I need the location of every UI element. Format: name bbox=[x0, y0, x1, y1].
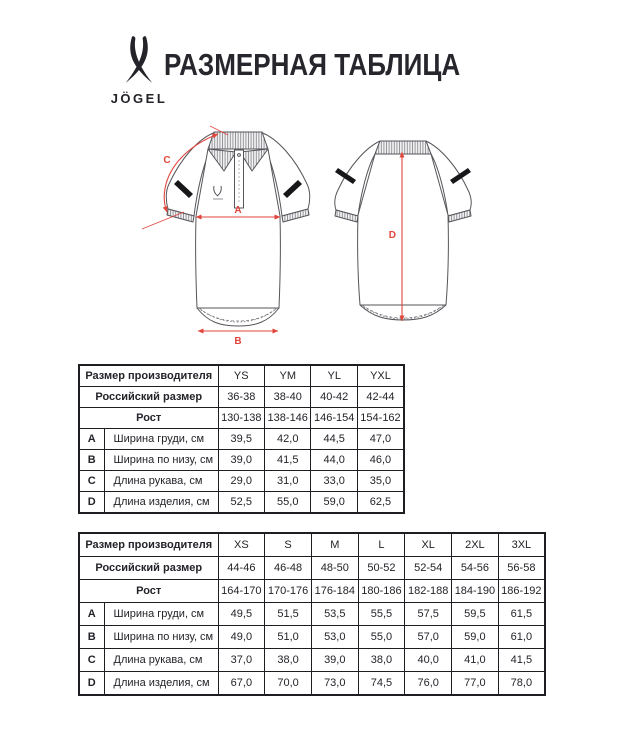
measure-key: D bbox=[79, 492, 104, 514]
measure-label: Ширина груди, см bbox=[104, 429, 218, 450]
size-header-cell: 38-40 bbox=[265, 387, 311, 408]
measure-value: 57,5 bbox=[405, 603, 452, 626]
back-collar-band bbox=[375, 141, 431, 154]
size-header-cell: 184-190 bbox=[452, 580, 499, 603]
size-header-cell: 176-184 bbox=[311, 580, 358, 603]
size-header-cell: 36-38 bbox=[218, 387, 264, 408]
row-label: Рост bbox=[79, 580, 218, 603]
size-header-cell: 46-48 bbox=[265, 557, 312, 580]
measure-value: 51,0 bbox=[265, 626, 312, 649]
measure-value: 47,0 bbox=[357, 429, 404, 450]
measure-value: 59,5 bbox=[452, 603, 499, 626]
polo-back-diagram bbox=[328, 128, 488, 343]
size-header-cell: YXL bbox=[357, 365, 404, 387]
measure-value: 55,0 bbox=[358, 626, 405, 649]
measure-key: B bbox=[79, 626, 104, 649]
measure-value: 49,0 bbox=[218, 626, 265, 649]
measure-row bbox=[79, 492, 404, 514]
table-header-row bbox=[79, 580, 545, 603]
size-header-cell: YL bbox=[311, 365, 357, 387]
measure-row bbox=[79, 649, 545, 672]
measure-value: 41,5 bbox=[265, 450, 311, 471]
measure-value: 52,5 bbox=[218, 492, 264, 514]
measure-value: 74,5 bbox=[358, 672, 405, 696]
size-header-cell: 180-186 bbox=[358, 580, 405, 603]
measure-value: 39,5 bbox=[218, 429, 264, 450]
front-placket bbox=[235, 150, 244, 208]
size-header-cell: 2XL bbox=[452, 533, 499, 557]
measure-value: 73,0 bbox=[311, 672, 358, 696]
measure-value: 42,0 bbox=[265, 429, 311, 450]
size-header-cell: XS bbox=[218, 533, 265, 557]
measure-value: 41,0 bbox=[452, 649, 499, 672]
measure-value: 46,0 bbox=[357, 450, 404, 471]
front-button bbox=[238, 154, 241, 157]
measure-value: 51,5 bbox=[265, 603, 312, 626]
measure-label: Ширина по низу, см bbox=[104, 450, 218, 471]
measure-value: 59,0 bbox=[311, 492, 357, 514]
size-header-cell: 40-42 bbox=[311, 387, 357, 408]
measure-label-d: D bbox=[388, 230, 396, 241]
measure-label: Ширина груди, см bbox=[104, 603, 218, 626]
measure-key: B bbox=[79, 450, 104, 471]
size-header-cell: 170-176 bbox=[265, 580, 312, 603]
table-header-row bbox=[79, 365, 404, 387]
size-header-cell: 42-44 bbox=[357, 387, 404, 408]
measure-value: 38,0 bbox=[265, 649, 312, 672]
row-label: Рост bbox=[79, 408, 218, 429]
measure-label: Длина изделия, см bbox=[104, 672, 218, 696]
measure-value: 55,5 bbox=[358, 603, 405, 626]
back-hem-curve bbox=[360, 305, 446, 320]
measure-value: 61,0 bbox=[498, 626, 545, 649]
measure-key: C bbox=[79, 649, 104, 672]
measure-label-a: A bbox=[234, 205, 242, 216]
measure-label-c: C bbox=[163, 155, 171, 166]
measure-value: 33,0 bbox=[311, 471, 357, 492]
back-hem-stitching bbox=[362, 305, 444, 319]
measure-row bbox=[79, 626, 545, 649]
measure-value: 38,0 bbox=[358, 649, 405, 672]
size-header-cell: 186-192 bbox=[498, 580, 545, 603]
table-header-row bbox=[79, 387, 404, 408]
measure-value: 61,5 bbox=[498, 603, 545, 626]
measure-value: 70,0 bbox=[265, 672, 312, 696]
measure-value: 37,0 bbox=[218, 649, 265, 672]
measure-value: 53,5 bbox=[311, 603, 358, 626]
back-torso bbox=[358, 154, 449, 305]
measure-label-b: B bbox=[234, 336, 242, 347]
measure-value: 31,0 bbox=[265, 471, 311, 492]
measure-value: 67,0 bbox=[218, 672, 265, 696]
measure-value: 40,0 bbox=[405, 649, 452, 672]
size-header-cell: 50-52 bbox=[358, 557, 405, 580]
measure-value: 39,0 bbox=[218, 450, 264, 471]
jogel-wordmark: JÖGEL bbox=[110, 91, 168, 106]
measure-c-bottom-tick bbox=[142, 212, 184, 229]
measure-value: 77,0 bbox=[452, 672, 499, 696]
measure-row bbox=[79, 672, 545, 696]
size-header-cell: 138-146 bbox=[265, 408, 311, 429]
size-table-adult bbox=[78, 532, 546, 696]
size-header-cell: 44-46 bbox=[218, 557, 265, 580]
measure-row bbox=[79, 471, 404, 492]
measure-value: 44,5 bbox=[311, 429, 357, 450]
measure-value: 53,0 bbox=[311, 626, 358, 649]
size-table-youth bbox=[78, 364, 405, 514]
page-title: РАЗМЕРНАЯ ТАБЛИЦА bbox=[164, 47, 461, 82]
measure-value: 55,0 bbox=[265, 492, 311, 514]
size-header-cell: 146-154 bbox=[311, 408, 357, 429]
measure-value: 49,5 bbox=[218, 603, 265, 626]
size-header-cell: S bbox=[265, 533, 312, 557]
size-header-cell: 182-188 bbox=[405, 580, 452, 603]
row-label: Российский размер bbox=[79, 387, 218, 408]
measure-value: 76,0 bbox=[405, 672, 452, 696]
jogel-logo-icon bbox=[115, 36, 163, 90]
measure-row bbox=[79, 603, 545, 626]
row-label: Размер производителя bbox=[79, 365, 218, 387]
table-header-row bbox=[79, 533, 545, 557]
measure-row bbox=[79, 429, 404, 450]
size-header-cell: XL bbox=[405, 533, 452, 557]
measure-key: C bbox=[79, 471, 104, 492]
measure-label: Ширина по низу, см bbox=[104, 626, 218, 649]
measure-label: Длина изделия, см bbox=[104, 492, 218, 514]
measure-value: 57,0 bbox=[405, 626, 452, 649]
front-hem-curve bbox=[197, 308, 279, 326]
polo-front-diagram bbox=[138, 122, 338, 357]
measure-value: 59,0 bbox=[452, 626, 499, 649]
size-header-cell: 56-58 bbox=[498, 557, 545, 580]
table-header-row bbox=[79, 408, 404, 429]
measure-label: Длина рукава, см bbox=[104, 471, 218, 492]
measure-key: A bbox=[79, 603, 104, 626]
measure-value: 39,0 bbox=[311, 649, 358, 672]
measure-value: 41,5 bbox=[498, 649, 545, 672]
size-header-cell: 130-138 bbox=[218, 408, 264, 429]
row-label: Российский размер bbox=[79, 557, 218, 580]
measure-value: 44,0 bbox=[311, 450, 357, 471]
measure-key: A bbox=[79, 429, 104, 450]
measure-value: 78,0 bbox=[498, 672, 545, 696]
measure-row bbox=[79, 450, 404, 471]
size-header-cell: 3XL bbox=[498, 533, 545, 557]
table-header-row bbox=[79, 557, 545, 580]
size-header-cell: 48-50 bbox=[311, 557, 358, 580]
measure-value: 29,0 bbox=[218, 471, 264, 492]
size-header-cell: 52-54 bbox=[405, 557, 452, 580]
measure-key: D bbox=[79, 672, 104, 696]
size-header-cell: YM bbox=[265, 365, 311, 387]
size-header-cell: L bbox=[358, 533, 405, 557]
size-header-cell: 164-170 bbox=[218, 580, 265, 603]
row-label: Размер производителя bbox=[79, 533, 218, 557]
size-header-cell: 154-162 bbox=[357, 408, 404, 429]
measure-value: 62,5 bbox=[357, 492, 404, 514]
back-garment-outline bbox=[335, 141, 472, 320]
front-garment-outline bbox=[166, 132, 310, 326]
size-header-cell: 54-56 bbox=[452, 557, 499, 580]
size-header-cell: M bbox=[311, 533, 358, 557]
size-header-cell: YS bbox=[218, 365, 264, 387]
measure-value: 35,0 bbox=[357, 471, 404, 492]
measure-label: Длина рукава, см bbox=[104, 649, 218, 672]
